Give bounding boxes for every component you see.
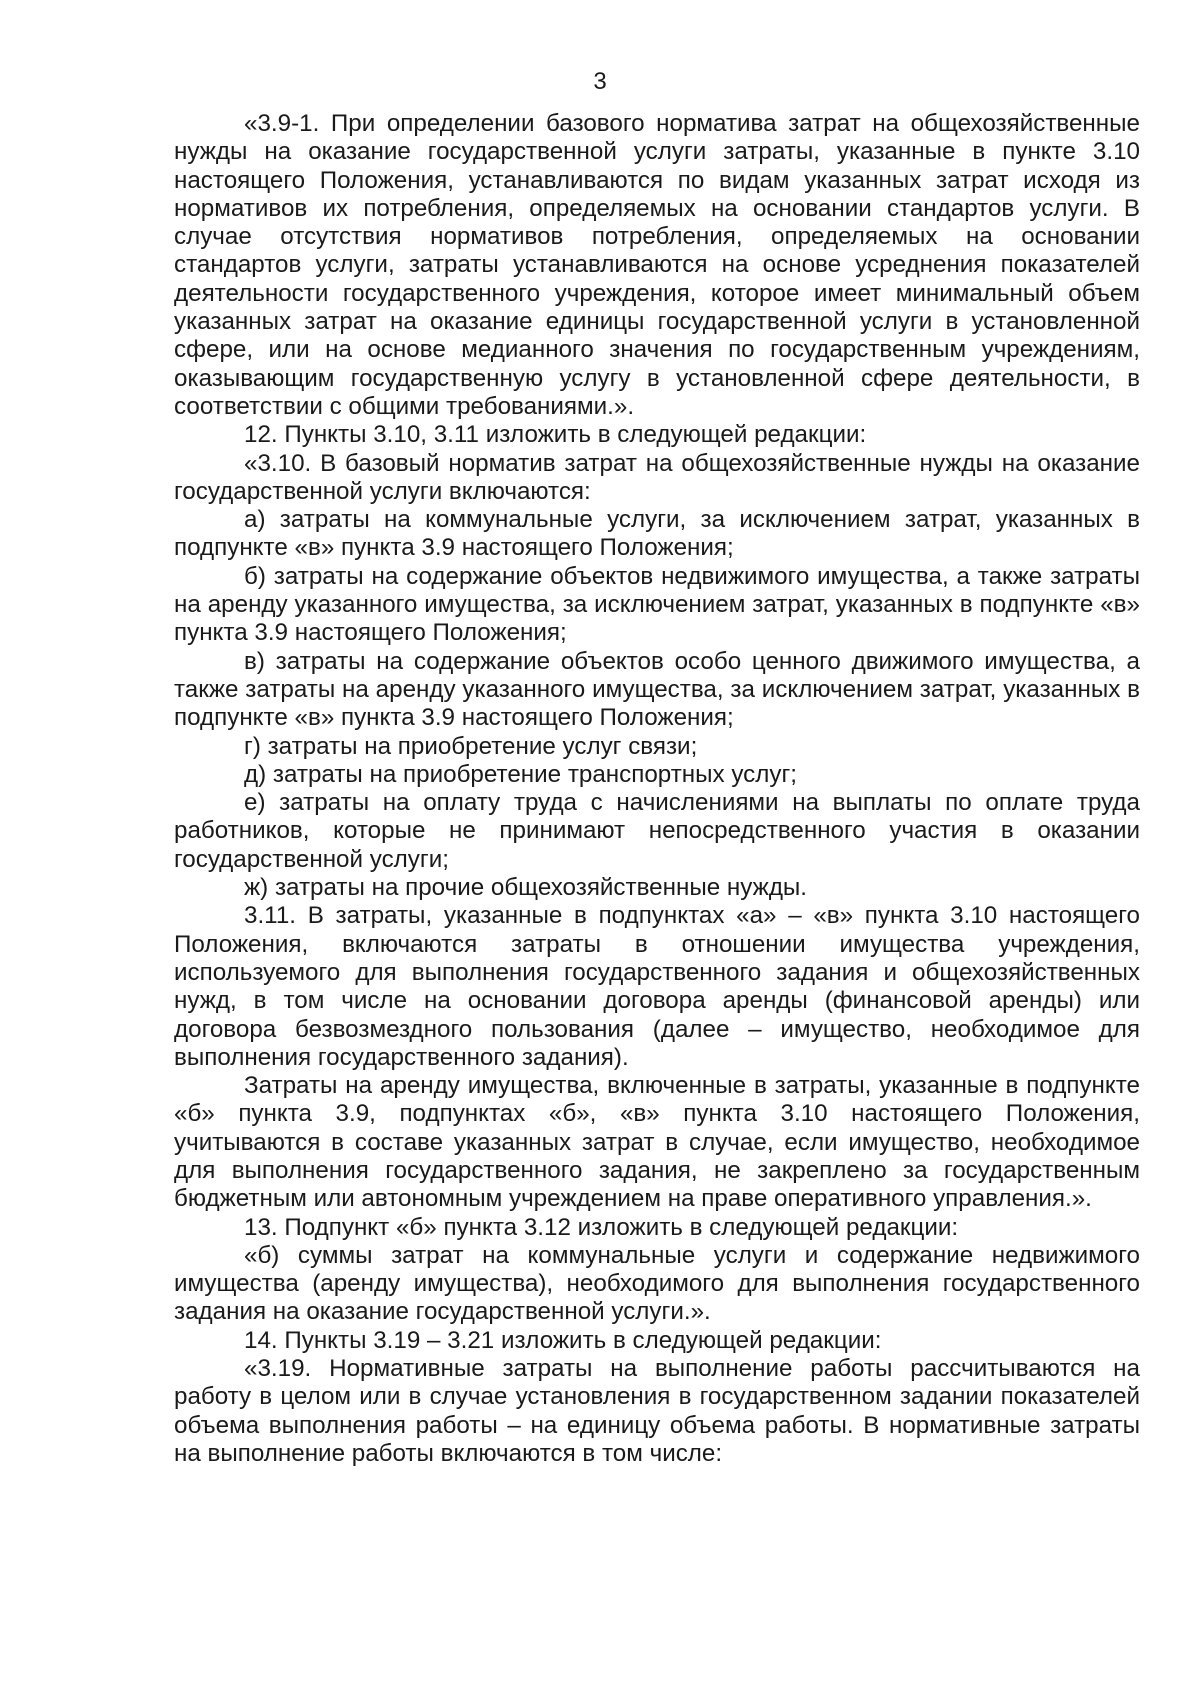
paragraph: «3.10. В базовый норматив затрат на общехозяйственные нужды на оказание государственной услуги включаются:	[174, 449, 1140, 505]
paragraph: д) затраты на приобретение транспортных услуг;	[244, 760, 798, 788]
paragraph: е) затраты на оплату труда с начислениями на выплаты по оплате труда работников, которые не принимают непосредственного участия в оказании государственной услуги;	[174, 789, 1140, 873]
paragraph: «б) суммы затрат на коммунальные услуги и содержание недвижимого имущества (аренду имущества), необходимого для выполнения государственного задания на оказание государственной услуги.».	[174, 1241, 1140, 1326]
paragraph: ж) затраты на прочие общехозяйственные нужды.	[244, 874, 808, 902]
document-body	[174, 110, 1140, 1468]
paragraph: Затраты на аренду имущества, включенные в затраты, указанные в подпункте «б» пункта 3.9, подпунктах «б», «в» пункта 3.10 настоящего Положения, учитываются в составе указанных затрат в случае, если имущество, необходимое для выполнения государственного задания, не закреплено за государственным бюджетным или автономным учреждением на праве оперативного управления.».	[174, 1072, 1140, 1213]
paragraph: 12. Пункты 3.10, 3.11 изложить в следующей редакции:	[244, 421, 867, 449]
paragraph: «3.9-1. При определении базового норматива затрат на общехозяйственные нужды на оказание государственной услуги затраты, указанные в пункте 3.10 настоящего Положения, устанавливаются по видам указанных затрат исходя из нормативов их потребления, определяемых на основании стандартов услуги. В случае отсутствия нормативов потребления, определяемых на основании стандартов услуги, затраты устанавливаются на основе усреднения показателей деятельности государственного учреждения, которое имеет минимальный объем указанных затрат на оказание единицы государственной услуги в установленной сфере, или на основе медианного значения по государственным учреждениям, оказывающим государственную услугу в установленной сфере деятельности, в соответствии с общими требованиями.».	[174, 110, 1140, 420]
page-number: 3	[593, 68, 607, 95]
paragraph: в) затраты на содержание объектов особо ценного движимого имущества, а также затраты на аренду указанного имущества, за исключением затрат, указанных в подпункте «в» пункта 3.9 настоящего Положения;	[174, 647, 1140, 732]
paragraph: г) затраты на приобретение услуг связи;	[244, 732, 698, 760]
paragraph: а) затраты на коммунальные услуги, за исключением затрат, указанных в подпункте «в» пункта 3.9 настоящего Положения;	[174, 506, 1140, 562]
paragraph: 14. Пункты 3.19 – 3.21 изложить в следующей редакции:	[244, 1326, 882, 1354]
paragraph: 13. Подпункт «б» пункта 3.12 изложить в следующей редакции:	[244, 1213, 959, 1241]
paragraph: «3.19. Нормативные затраты на выполнение работы рассчитываются на работу в целом или в случае установления в государственном задании показателей объема выполнения работы – на единицу объема работы. В нормативные затраты на выполнение работы включаются в том числе:	[174, 1355, 1140, 1467]
paragraph: 3.11. В затраты, указанные в подпунктах «а» – «в» пункта 3.10 настоящего Положения, включаются затраты в отношении имущества учреждения, используемого для выполнения государственного задания и общехозяйственных нужд, в том числе на основании договора аренды (финансовой аренды) или договора безвозмездного пользования (далее – имущество, необходимое для выполнения государственного задания).	[174, 902, 1140, 1071]
paragraph: б) затраты на содержание объектов недвижимого имущества, а также затраты на аренду указанного имущества, за исключением затрат, указанных в подпункте «в» пункта 3.9 настоящего Положения;	[174, 562, 1140, 647]
